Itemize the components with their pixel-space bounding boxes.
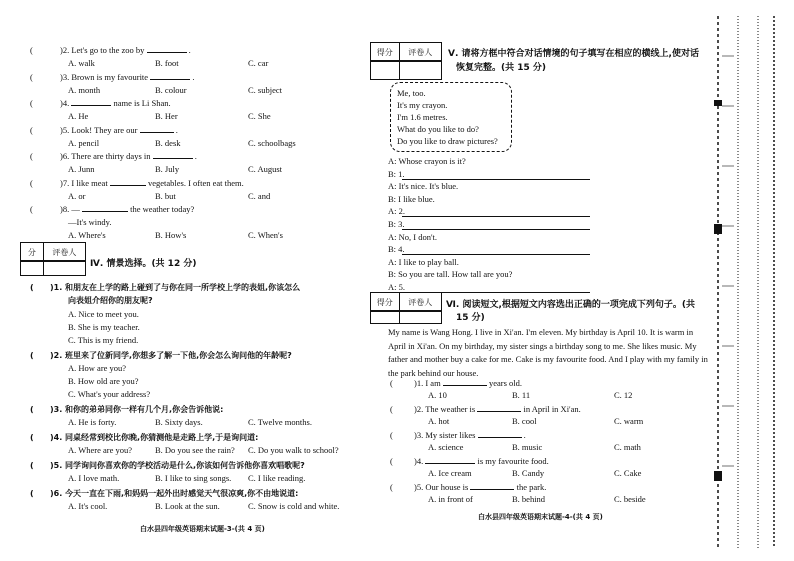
section6-score-fill — [370, 310, 442, 324]
grader-cell — [44, 261, 85, 275]
option-b: B. She is my teacher. — [68, 322, 140, 332]
answer-paren[interactable]: ( — [30, 489, 34, 498]
option-b: B. behind — [512, 494, 546, 504]
question-stem — [390, 378, 522, 388]
option-a: A. How are you? — [68, 363, 127, 373]
option-c: C. 12 — [614, 390, 633, 400]
answer-blank[interactable] — [110, 185, 146, 186]
question-number: )4. — [414, 456, 426, 466]
question-number: )2. — [50, 351, 66, 360]
option-c: C. beside — [614, 494, 646, 504]
answer-blank[interactable] — [82, 211, 128, 212]
section5-title-2: 恢复完整。(共 15 分) — [456, 63, 547, 73]
option-b: B. Do you see the rain? — [155, 445, 235, 455]
grader-label: 评卷人 — [408, 47, 433, 57]
question-number: )1. — [50, 283, 66, 292]
answer-blank[interactable] — [470, 489, 514, 490]
section4-score-box — [20, 242, 86, 262]
option-c: C. This is my friend. — [68, 335, 139, 345]
option-b: B. Her — [155, 111, 178, 121]
question-text-after: the park. — [514, 482, 547, 492]
option-a: A. 10 — [428, 390, 447, 400]
answer-blank[interactable] — [140, 132, 174, 133]
question-number: )7. — [60, 177, 72, 188]
question-stem — [30, 151, 197, 161]
answer-paren[interactable]: ( — [390, 430, 393, 440]
option-b: B. July — [155, 164, 180, 174]
score-cell — [21, 261, 44, 275]
option-c: C. Do you walk to school? — [248, 445, 339, 455]
question-number: )5. — [414, 482, 426, 492]
option-b: B. Candy — [512, 468, 545, 478]
option-b: B. How's — [155, 230, 187, 240]
question-text: Our house is — [425, 482, 471, 492]
answer-paren[interactable]: ( — [30, 151, 33, 161]
option-b: B. colour — [155, 84, 187, 95]
question-text: My sister likes — [425, 430, 478, 440]
dialog-line: B: 1. — [388, 168, 405, 179]
dialog-reply: —It's windy. — [68, 217, 112, 227]
answer-paren[interactable]: ( — [390, 482, 393, 492]
question-stem — [390, 430, 526, 440]
binding-strip — [708, 16, 782, 548]
question-stem — [30, 98, 171, 108]
section4-score-fill — [20, 260, 86, 276]
answer-blank[interactable] — [147, 52, 187, 53]
answer-paren[interactable]: ( — [30, 124, 33, 135]
option-a: A. He is forty. — [68, 417, 117, 427]
question-text: 同桌经常到校比你晚,你猜测他是走路上学,于是询问道: — [65, 433, 259, 442]
question-number: )5. — [50, 461, 66, 470]
question-number: )3. — [50, 405, 66, 414]
sentence-option: Do you like to draw pictures? — [397, 136, 498, 146]
grader-label: 评卷人 — [52, 247, 77, 257]
question-text: I am — [425, 378, 443, 388]
option-c: C. schoolbags — [248, 137, 296, 148]
answer-paren[interactable]: ( — [30, 405, 34, 414]
question-number: )4. — [60, 98, 72, 108]
option-c: C. Cake — [614, 468, 642, 478]
question-text: I like meat — [71, 177, 110, 188]
question-number: )3. — [414, 430, 426, 440]
dialog-line: B: So you are tall. How tall are you? — [388, 269, 513, 280]
answer-blank[interactable] — [477, 411, 521, 412]
option-b: B. foot — [155, 58, 179, 68]
question-text-after: years old. — [486, 378, 522, 388]
question-number: )8. — [60, 204, 72, 214]
option-c: C. and — [248, 190, 271, 201]
option-c: C. What's your address? — [68, 389, 151, 399]
option-a: A. Where's — [68, 230, 106, 240]
dialog-line: A: 2. — [388, 206, 405, 217]
question-text: 和朋友在上学的路上碰到了与你在同一所学校上学的表姐,你该怎么 — [65, 283, 301, 292]
option-b: B. How old are you? — [68, 376, 139, 386]
question-number: )5. — [60, 124, 72, 135]
score-cell — [371, 311, 400, 323]
option-c: C. subject — [248, 84, 282, 95]
question-stem — [390, 456, 549, 466]
question-number: )3. — [60, 71, 72, 82]
question-text-after: in April in Xi'an. — [521, 404, 581, 414]
question-stem — [30, 45, 191, 55]
question-stem — [30, 204, 194, 214]
option-a: A. hot — [428, 416, 450, 426]
sentence-options-box — [390, 82, 512, 152]
question-number: )6. — [50, 489, 66, 498]
answer-blank[interactable] — [425, 463, 475, 464]
question-stem — [30, 432, 258, 443]
answer-paren[interactable]: ( — [390, 378, 393, 388]
option-a: A. Ice cream — [428, 468, 472, 478]
question-text: 班里来了位新同学,你想多了解一下他,你会怎么询问他的年龄呢? — [65, 351, 292, 360]
option-b: B. Sixty days. — [155, 417, 203, 427]
option-a: A. in front of — [428, 494, 473, 504]
option-c: C. I like reading. — [248, 473, 306, 483]
option-c: C. Twelve months. — [248, 417, 312, 427]
answer-paren[interactable]: ( — [30, 461, 34, 470]
option-b: B. I like to sing songs. — [155, 473, 232, 483]
question-number: )2. — [414, 404, 426, 414]
sentence-option: Me, too. — [397, 88, 426, 98]
question-text-after: is my favourite food. — [475, 456, 549, 466]
question-stem — [30, 460, 305, 471]
option-c: C. Snow is cold and white. — [248, 501, 340, 511]
question-stem — [30, 178, 244, 188]
answer-blank[interactable] — [478, 437, 522, 438]
question-text-after: name is Li Shan. — [111, 98, 171, 108]
footer-right: 白水县四年级英语期末试题-4-(共 4 页) — [478, 513, 603, 521]
sentence-option: What do you like to do? — [397, 124, 479, 134]
footer-left: 白水县四年级英语期末试题-3-(共 4 页) — [140, 525, 265, 533]
question-text: 和你的弟弟同你一样有几个月,你会告诉他说: — [65, 405, 224, 414]
question-text-after: . — [521, 430, 526, 440]
option-b: B. music — [512, 442, 543, 452]
question-text: 今天一直在下雨,和妈妈一起外出时感觉天气很凉爽,你不由地说道: — [65, 489, 299, 498]
question-text-after: . — [173, 124, 178, 135]
question-stem — [30, 350, 292, 361]
dialog-line: A: It's nice. It's blue. — [388, 181, 459, 192]
option-a: A. science — [428, 442, 464, 452]
dialog-answer-line[interactable] — [402, 179, 590, 180]
question-number: )1. — [414, 378, 426, 388]
question-text: Brown is my favourite — [71, 71, 151, 82]
dialog-answer-line[interactable] — [402, 216, 590, 217]
question-text-after: the weather today? — [127, 204, 195, 214]
answer-blank[interactable] — [443, 385, 487, 386]
question-stem — [30, 488, 298, 499]
dialog-line: A: I like to play ball. — [388, 256, 459, 267]
option-b: B. desk — [155, 137, 181, 148]
option-b: B. cool — [512, 416, 537, 426]
section6-title-2: 15 分) — [456, 313, 485, 323]
question-text-after: . — [192, 151, 197, 161]
sentence-option: It's my crayon. — [397, 100, 448, 110]
answer-paren[interactable]: ( — [390, 456, 393, 466]
question-stem — [30, 282, 300, 293]
question-text-after: . — [190, 71, 195, 82]
answer-blank[interactable] — [153, 158, 193, 159]
score-label: 得分 — [371, 43, 400, 61]
score-label: 得分 — [371, 293, 400, 311]
reading-passage: My name is Wang Hong. I live in Xi'an. I'm eleven. My birthday is April 10. It is warm in April in Xi'an. On my birthday, my sister sings a birthday song to me. She likes music. My father and mother buy a cake for me. Cake is my favourite food. And I play with my family in the park behind our house. — [388, 327, 708, 378]
option-c: C. When's — [248, 230, 283, 240]
question-text-cont: 向表姐介绍你的朋友呢? — [68, 296, 153, 305]
answer-blank[interactable] — [71, 105, 111, 106]
answer-paren[interactable]: ( — [30, 71, 33, 82]
option-a: A. month — [68, 84, 101, 95]
dialog-line: B: I like blue. — [388, 193, 435, 204]
answer-paren[interactable]: ( — [30, 177, 33, 188]
question-number: )2. — [60, 45, 72, 55]
grader-label: 评卷人 — [408, 297, 433, 307]
option-b: B. 11 — [512, 390, 531, 400]
section5-title: Ⅴ. 请将方框中符合对话情境的句子填写在相应的横线上,使对话 — [448, 49, 699, 59]
question-stem — [30, 404, 223, 415]
option-a: A. It's cool. — [68, 501, 108, 511]
dialog-line: A: 5. — [388, 282, 405, 292]
question-text: 同学询问你喜欢你的学校活动是什么,你该如何告诉他你喜欢唱歌呢? — [65, 461, 305, 470]
sentence-option: I'm 1.6 metres. — [397, 112, 448, 122]
option-a: A. Where are you? — [68, 445, 133, 455]
score-label: 分 — [21, 243, 44, 261]
section5-score-fill — [370, 60, 442, 80]
option-c: C. warm — [614, 416, 644, 426]
score-cell — [371, 61, 400, 79]
question-text-after: vegetables. I often eat them. — [145, 177, 244, 188]
option-a: A. Junn — [68, 164, 95, 174]
section6-title: Ⅵ. 阅读短文,根据短文内容选出正确的一项完成下列句子。(共 — [446, 300, 695, 310]
section5-score-box — [370, 42, 442, 62]
option-a: A. pencil — [68, 137, 100, 148]
answer-paren[interactable]: ( — [30, 351, 34, 360]
question-text: — — [71, 204, 82, 214]
option-b: B. Look at the sun. — [155, 501, 220, 511]
question-text: Let's go to the zoo by — [71, 45, 147, 55]
option-c: C. She — [248, 111, 271, 121]
dialog-answer-line[interactable] — [402, 254, 590, 255]
question-text-after: . — [186, 45, 191, 55]
dialog-line: B: 4. — [388, 244, 405, 255]
answer-paren[interactable]: ( — [30, 45, 33, 55]
grader-cell — [400, 311, 441, 323]
question-number: )6. — [60, 151, 72, 161]
option-a: A. walk — [68, 58, 95, 68]
option-c: C. car — [248, 58, 269, 68]
dialog-line: A: No, I don't. — [388, 231, 437, 242]
answer-paren[interactable]: ( — [30, 204, 33, 214]
question-text: There are thirty days in — [71, 151, 153, 161]
answer-paren[interactable]: ( — [30, 283, 34, 292]
question-text: The weather is — [425, 404, 478, 414]
option-a: A. He — [68, 111, 89, 121]
section4-title: Ⅳ. 情景选择。(共 12 分) — [90, 259, 197, 269]
option-a: A. Nice to meet you. — [68, 309, 139, 319]
option-a: A. or — [68, 190, 86, 201]
dialog-line: A: Whose crayon is it? — [388, 156, 466, 166]
question-stem — [390, 482, 546, 492]
dialog-line: B: 3. — [388, 219, 405, 229]
answer-blank[interactable] — [150, 79, 190, 80]
answer-paren[interactable]: ( — [30, 98, 33, 108]
question-number: )4. — [50, 433, 66, 442]
option-b: B. but — [155, 190, 176, 201]
question-stem — [30, 72, 194, 82]
grader-cell — [400, 61, 441, 79]
question-stem — [30, 125, 178, 135]
question-stem — [390, 404, 581, 414]
section6-score-box — [370, 292, 442, 312]
answer-paren[interactable]: ( — [390, 404, 393, 414]
question-text: Look! They are our — [71, 124, 140, 135]
answer-paren[interactable]: ( — [30, 433, 34, 442]
option-c: C. August — [248, 164, 283, 174]
dialog-answer-line[interactable] — [402, 229, 590, 230]
option-c: C. math — [614, 442, 641, 452]
option-a: A. I love math. — [68, 473, 120, 483]
